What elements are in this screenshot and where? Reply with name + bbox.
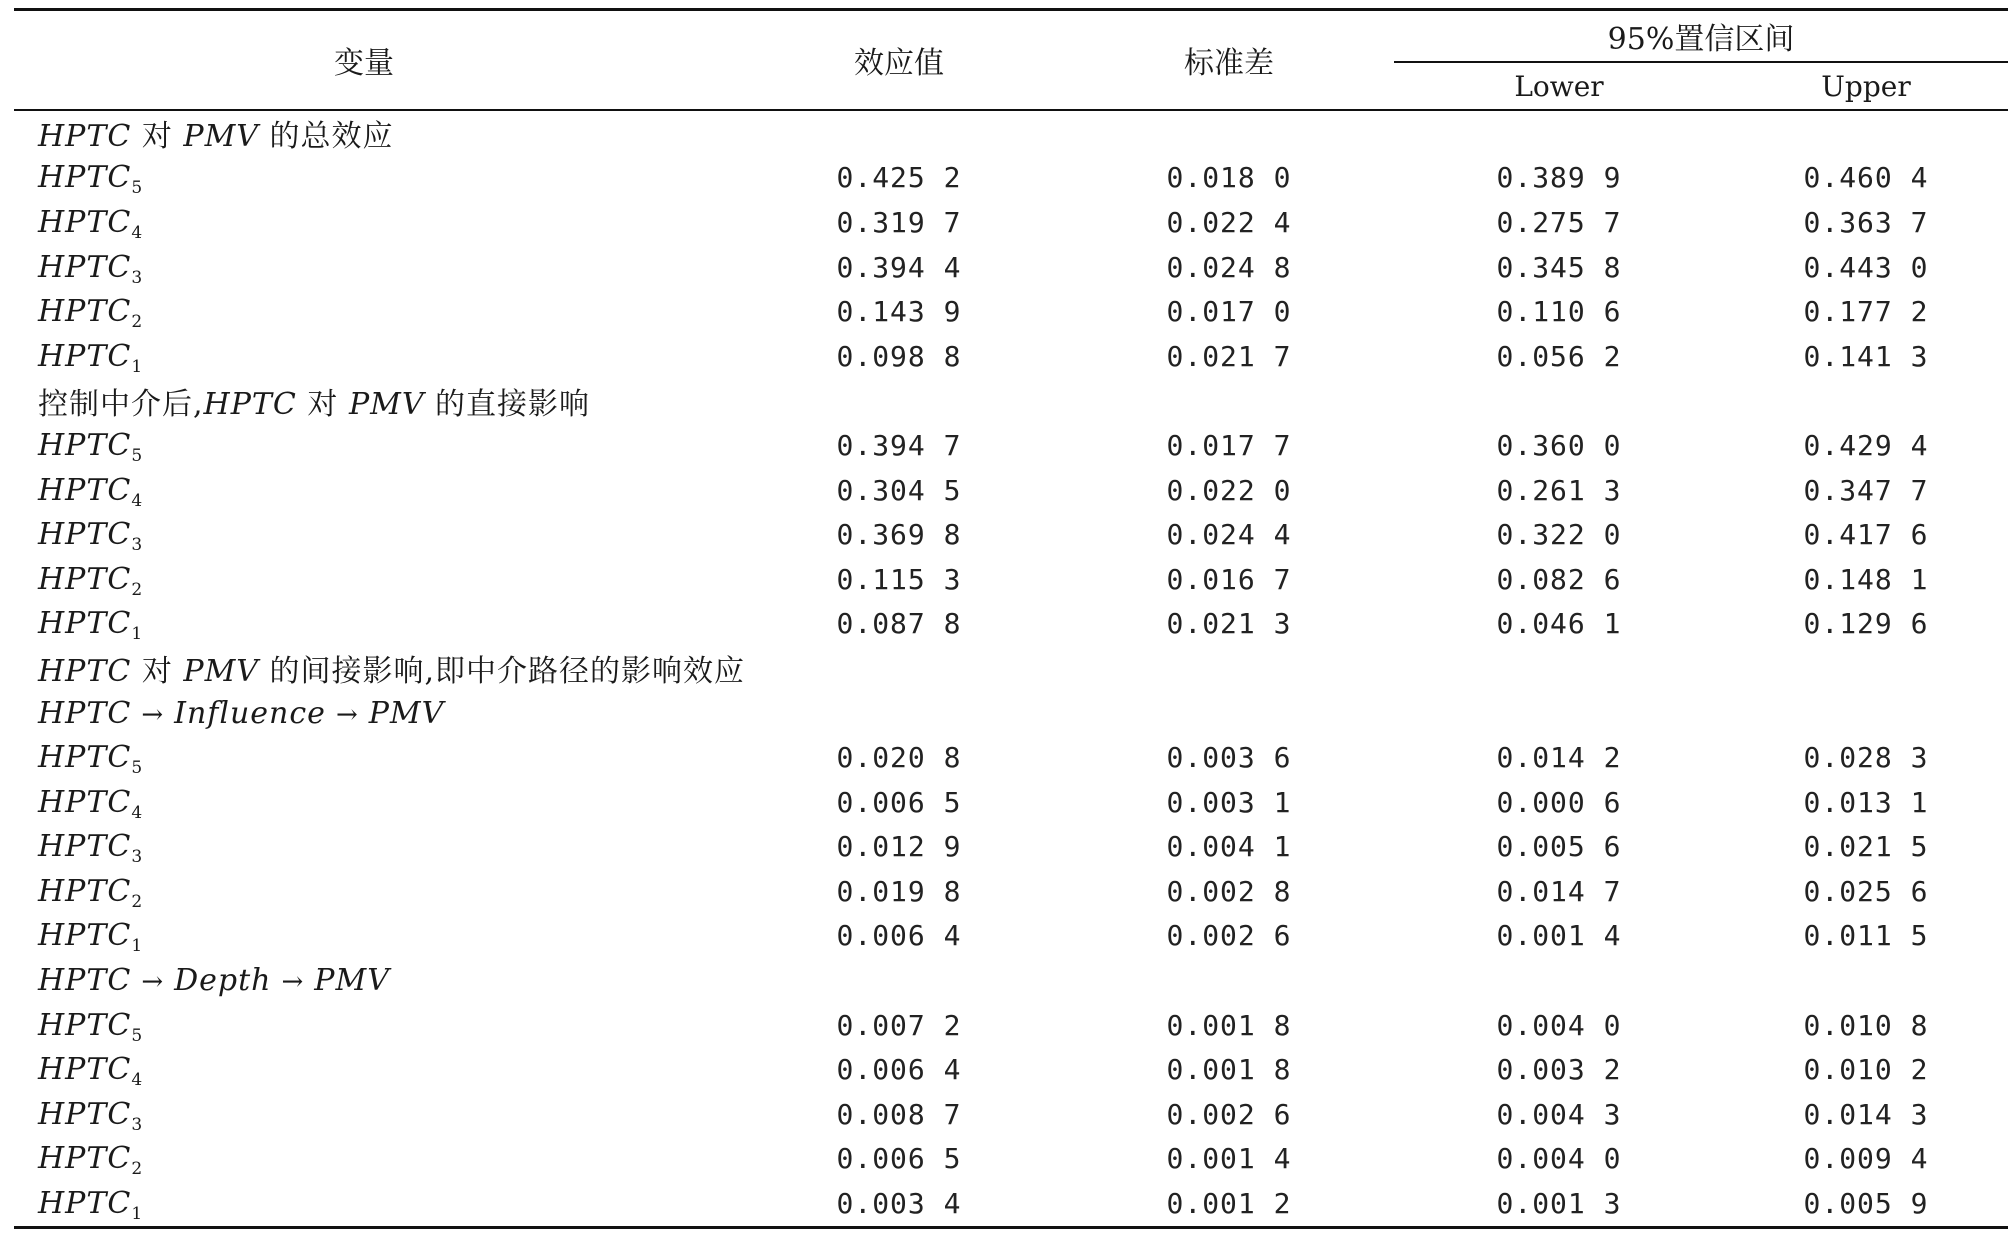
lower-cell: 0.005 6 [1496,830,1622,864]
upper-cell: 0.141 3 [1803,339,1929,373]
effect-value-cell: 0.003 4 [734,1181,1064,1227]
section-row [14,110,2008,156]
std-cell: 0.022 0 [1166,473,1292,507]
row-variable [14,869,734,914]
variable-subscript: 1 [131,624,143,645]
variable-subscript: 4 [131,490,143,511]
upper-cell: 0.417 6 [1803,518,1929,552]
upper-cell: 0.148 1 [1803,562,1929,596]
row-variable [14,289,734,334]
lower-cell: 0.004 0 [1496,1008,1622,1042]
std-cell: 0.024 8 [1166,250,1292,284]
header-confidence-interval: 95%置信区间 [1394,10,2008,63]
section-label-part: 的直接影响 [424,386,591,422]
section-label [14,691,2008,736]
section-label-part: 控制中介后, [38,386,204,422]
lower-cell: 0.360 0 [1496,428,1622,462]
upper-cell: 0.028 3 [1803,741,1929,775]
variable-name: HPTC [38,204,132,240]
std-cell: 0.003 1 [1166,785,1292,819]
upper-cell: 0.347 7 [1803,473,1929,507]
section-row [14,691,2008,736]
variable-subscript: 2 [131,312,143,333]
table-row [14,1181,2008,1227]
row-variable [14,557,734,602]
effect-value-cell: 0.098 8 [836,339,962,373]
variable-name: HPTC [38,873,132,909]
effect-value-cell: 0.319 7 [836,205,962,239]
row-variable [14,1181,734,1227]
std-cell: 0.016 7 [1166,562,1292,596]
arrow-icon: → [281,967,305,998]
variable-name: HPTC [38,740,132,776]
std-cell: 0.002 6 [1166,1097,1292,1131]
row-variable [14,512,734,557]
variable-name: HPTC [38,1007,132,1043]
variable-name: HPTC [38,829,132,865]
table-row [14,825,2008,870]
std-cell: 0.001 8 [1166,1008,1292,1042]
table-row [14,1092,2008,1137]
effect-value-cell: 0.019 8 [836,874,962,908]
lower-cell: 0.003 2 [1496,1053,1622,1087]
header-effect-value: 效应值 [854,46,944,81]
variable-name: HPTC [38,160,132,196]
lower-cell: 0.014 2 [1496,741,1622,775]
header-standard-deviation: 标准差 [1184,46,1274,81]
variable-subscript: 1 [131,1204,143,1225]
variable-subscript: 5 [131,758,143,779]
lower-cell: 0.389 9 [1496,161,1622,195]
upper-cell: 0.129 6 [1803,607,1929,641]
section-label-part: HPTC [38,695,132,731]
lower-cell: 0.046 1 [1496,607,1622,641]
std-cell: 0.018 0 [1166,161,1292,195]
effect-value-cell: 0.425 2 [836,161,962,195]
effect-value-cell: 0.006 4 [836,1053,962,1087]
variable-subscript: 2 [131,579,143,600]
row-variable [14,780,734,825]
row-variable [14,468,734,513]
variable-subscript: 3 [131,535,143,556]
lower-cell: 0.261 3 [1496,473,1622,507]
upper-cell: 0.460 4 [1803,161,1929,195]
std-cell: 0.024 4 [1166,518,1292,552]
variable-name: HPTC [38,1096,132,1132]
upper-cell: 0.005 9 [1724,1181,2008,1227]
table-row [14,1047,2008,1092]
variable-subscript: 2 [131,891,143,912]
std-cell: 0.004 1 [1166,830,1292,864]
table-row [14,468,2008,513]
section-label-part: PMV [368,695,445,731]
variable-subscript: 3 [131,847,143,868]
variable-subscript: 3 [131,267,143,288]
variable-subscript: 3 [131,1114,143,1135]
section-label-part: HPTC [38,654,132,690]
row-variable [14,1137,734,1182]
upper-cell: 0.013 1 [1803,785,1929,819]
section-label-part: Depth [174,963,272,999]
effect-value-cell: 0.006 4 [836,919,962,953]
section-label [14,379,2008,424]
std-cell: 0.021 3 [1166,607,1292,641]
section-label-part: 对 [296,386,349,422]
upper-cell: 0.363 7 [1803,205,1929,239]
table-row [14,289,2008,334]
variable-name: HPTC [38,606,132,642]
table-row [14,557,2008,602]
section-label-part: HPTC [203,386,297,422]
lower-cell: 0.001 4 [1496,919,1622,953]
variable-name: HPTC [38,294,132,330]
variable-name: HPTC [38,784,132,820]
variable-name: HPTC [38,561,132,597]
std-cell: 0.017 0 [1166,295,1292,329]
table-row [14,245,2008,290]
upper-cell: 0.177 2 [1803,295,1929,329]
table-row [14,1137,2008,1182]
section-label [14,110,2008,156]
variable-name: HPTC [38,338,132,374]
section-label-part: PMV [348,386,425,422]
row-variable [14,914,734,959]
upper-cell: 0.010 8 [1803,1008,1929,1042]
table-row [14,780,2008,825]
section-label [14,958,2008,1003]
variable-subscript: 5 [131,178,143,199]
effect-value-cell: 0.394 7 [836,428,962,462]
std-cell: 0.002 6 [1166,919,1292,953]
section-label-part: 对 [131,119,184,155]
mediation-effects-table [14,8,2008,1229]
upper-cell: 0.025 6 [1803,874,1929,908]
variable-name: HPTC [38,472,132,508]
table-row [14,914,2008,959]
variable-name: HPTC [38,249,132,285]
header-variable: 变量 [334,46,394,81]
effect-value-cell: 0.007 2 [836,1008,962,1042]
table-header [14,10,2008,111]
lower-cell: 0.014 7 [1496,874,1622,908]
section-label-part: PMV [183,119,259,155]
variable-subscript: 4 [131,802,143,823]
lower-cell: 0.110 6 [1496,295,1622,329]
lower-cell: 0.004 0 [1496,1142,1622,1176]
effect-value-cell: 0.143 9 [836,295,962,329]
row-variable [14,245,734,290]
variable-name: HPTC [38,517,132,553]
section-label-part: 对 [131,654,184,690]
lower-cell: 0.004 3 [1496,1097,1622,1131]
table-row [14,156,2008,201]
upper-cell: 0.443 0 [1803,250,1929,284]
lower-cell: 0.001 3 [1394,1181,1724,1227]
row-variable [14,200,734,245]
variable-subscript: 4 [131,222,143,243]
lower-cell: 0.275 7 [1496,205,1622,239]
effect-value-cell: 0.369 8 [836,518,962,552]
std-cell: 0.001 2 [1064,1181,1394,1227]
section-row [14,379,2008,424]
variable-subscript: 4 [131,1070,143,1091]
row-variable [14,735,734,780]
arrow-icon: → [141,967,165,998]
section-label-part: HPTC [38,119,132,155]
section-label-part: 的总效应 [258,119,394,155]
variable-subscript: 1 [131,356,143,377]
section-row [14,958,2008,1003]
row-variable [14,156,734,201]
variable-name: HPTC [38,1141,132,1177]
std-cell: 0.001 4 [1166,1142,1292,1176]
row-variable [14,1092,734,1137]
effect-value-cell: 0.304 5 [836,473,962,507]
std-cell: 0.002 8 [1166,874,1292,908]
table-row [14,602,2008,647]
table-row [14,512,2008,557]
row-variable [14,334,734,379]
effect-value-cell: 0.008 7 [836,1097,962,1131]
header-upper: Upper [1821,69,1911,103]
upper-cell: 0.011 5 [1803,919,1929,953]
section-label-part: Influence [174,695,326,731]
upper-cell: 0.021 5 [1803,830,1929,864]
variable-subscript: 5 [131,445,143,466]
std-cell: 0.017 7 [1166,428,1292,462]
variable-name: HPTC [38,1186,132,1222]
effect-value-cell: 0.020 8 [836,741,962,775]
upper-cell: 0.014 3 [1803,1097,1929,1131]
table-row [14,1003,2008,1048]
upper-cell: 0.009 4 [1803,1142,1929,1176]
row-variable [14,825,734,870]
table-row [14,423,2008,468]
lower-cell: 0.322 0 [1496,518,1622,552]
std-cell: 0.022 4 [1166,205,1292,239]
variable-name: HPTC [38,1052,132,1088]
arrow-icon: → [335,699,359,730]
variable-subscript: 2 [131,1159,143,1180]
std-cell: 0.003 6 [1166,741,1292,775]
lower-cell: 0.082 6 [1496,562,1622,596]
row-variable [14,602,734,647]
row-variable [14,1003,734,1048]
variable-subscript: 5 [131,1025,143,1046]
effect-value-cell: 0.394 4 [836,250,962,284]
header-lower: Lower [1514,69,1604,103]
table-row [14,334,2008,379]
row-variable [14,1047,734,1092]
effect-value-cell: 0.006 5 [836,1142,962,1176]
table-body [14,110,2008,1227]
effect-value-cell: 0.012 9 [836,830,962,864]
arrow-icon: → [141,699,165,730]
row-variable [14,423,734,468]
section-label-part: HPTC [38,963,132,999]
effect-value-cell: 0.006 5 [836,785,962,819]
section-label-part: PMV [314,963,390,999]
section-row [14,646,2008,691]
variable-name: HPTC [38,427,132,463]
variable-subscript: 1 [131,936,143,957]
upper-cell: 0.429 4 [1803,428,1929,462]
upper-cell: 0.010 2 [1803,1053,1929,1087]
lower-cell: 0.345 8 [1496,250,1622,284]
table-row [14,735,2008,780]
section-label [14,646,2008,691]
effect-value-cell: 0.087 8 [836,607,962,641]
table-row [14,869,2008,914]
section-label-part: 的间接影响,即中介路径的影响效应 [258,654,746,690]
lower-cell: 0.056 2 [1496,339,1622,373]
std-cell: 0.001 8 [1166,1053,1292,1087]
table-row [14,200,2008,245]
variable-name: HPTC [38,918,132,954]
std-cell: 0.021 7 [1166,339,1292,373]
section-label-part: PMV [183,654,259,690]
effect-value-cell: 0.115 3 [836,562,962,596]
lower-cell: 0.000 6 [1496,785,1622,819]
